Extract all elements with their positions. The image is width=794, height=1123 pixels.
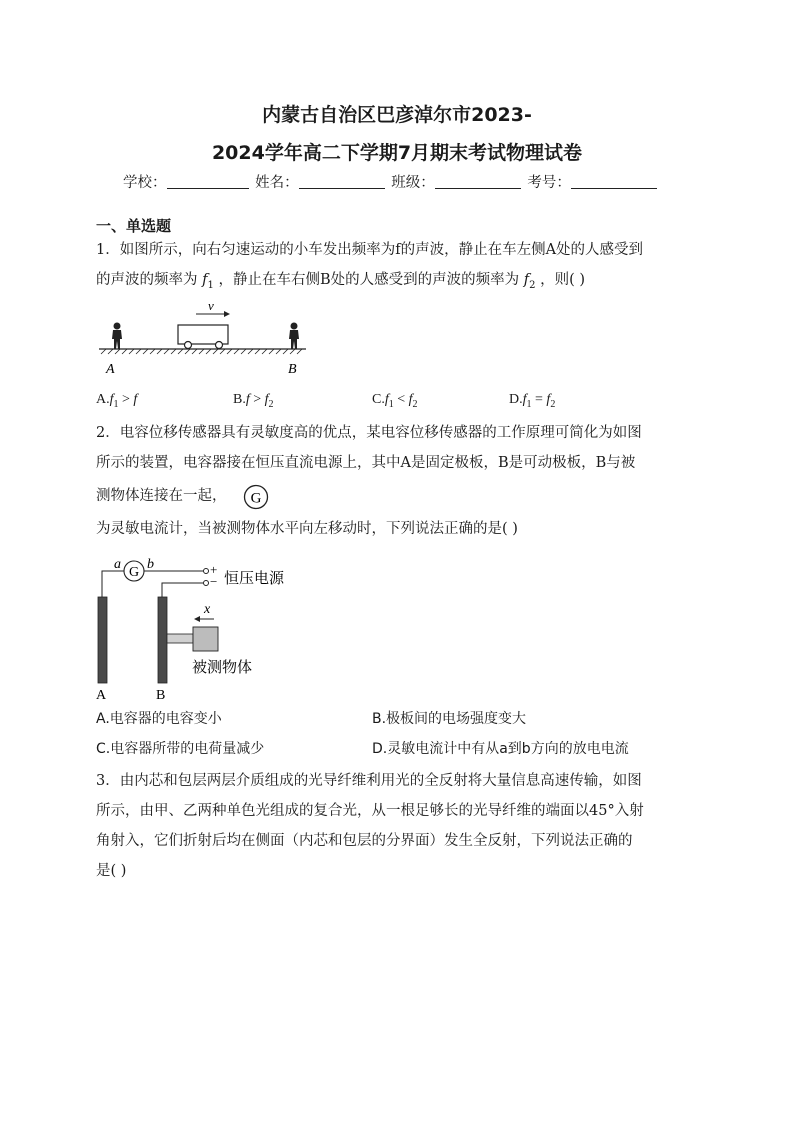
q1-option-a-f1: f: [109, 392, 114, 407]
displacement-arrowhead: [194, 616, 200, 622]
measured-object: [193, 627, 218, 651]
velocity-label: v: [208, 298, 214, 313]
q1-option-a-f: f: [133, 392, 138, 407]
q1-option-d-sub1: 1: [526, 398, 532, 410]
q1-option-b-letter: B.: [233, 392, 246, 407]
plate-b-label: B: [156, 688, 166, 703]
q1-option-d-sub2: 2: [550, 398, 556, 410]
q1-option-c-rel: <: [393, 392, 409, 407]
q1-option-d-letter: D.: [509, 392, 523, 407]
velocity-arrowhead: [224, 311, 230, 317]
q3-line2: 所示，由甲、乙两种单色光组成的复合光，从一根足够长的光导纤维的端面以45°入射: [96, 803, 644, 819]
q2-option-a[interactable]: A.电容器的电容变小: [96, 711, 222, 727]
q1-option-d-f1: f: [522, 392, 527, 407]
question-1: [96, 235, 696, 301]
measured-object-label: 被测物体: [192, 660, 253, 676]
q2-line1: 2．电容位移传感器具有灵敏度高的优点，某电容位移传感器的工作原理可简化为如图: [96, 425, 642, 441]
person-b-icon: [289, 323, 299, 350]
minus-sign: −: [210, 574, 218, 589]
q1-option-b-f: f: [245, 392, 250, 407]
q2-line3: 测物体连接在一起，: [96, 488, 227, 504]
terminal-plus[interactable]: [204, 569, 209, 574]
person-a-icon: [112, 323, 122, 350]
q1-option-a-letter: A.: [96, 392, 110, 407]
exam-title-line1: 内蒙古自治区巴彦淖尔市2023-: [262, 104, 532, 126]
q1-option-c-f1: f: [384, 392, 389, 407]
power-source-label: 恒压电源: [224, 571, 285, 587]
q1-f2-f: f: [523, 272, 530, 288]
q2-line2: 所示的装置，电容器接在恒压直流电源上，其中A是固定极板，B是可动极板，B与被: [96, 455, 636, 471]
q1-option-a-sub: 1: [113, 398, 119, 410]
section-title: 一、单选题: [96, 217, 172, 235]
galvanometer-icon: [243, 484, 269, 510]
student-info-line: [123, 171, 657, 192]
q1-option-c[interactable]: [372, 392, 418, 410]
q1-option-d-f2: f: [546, 392, 551, 407]
q1-line2-part1: 的声波的频率为: [96, 272, 198, 288]
plate-a-label: A: [96, 688, 107, 703]
label-a-small: a: [114, 557, 121, 572]
q1-option-c-letter: C.: [372, 392, 385, 407]
q3-line3: 角射入，它们折射后均在侧面（内芯和包层的分界面）发生全反射，下列说法正确的: [96, 833, 633, 849]
plate-a: [98, 597, 107, 683]
q1-f2-sub: 2: [529, 279, 536, 291]
displacement-label: x: [204, 602, 211, 617]
name-blank[interactable]: [299, 174, 385, 189]
q2-option-d[interactable]: D.灵敏电流计中有从a到b方向的放电电流: [372, 741, 629, 757]
q3-line4: 是( ): [96, 863, 127, 879]
q2-option-c[interactable]: C.电容器所带的电荷量减少: [96, 741, 265, 757]
class-label: 班级：: [391, 175, 435, 191]
q1-line2: [96, 265, 696, 301]
label-b: B: [288, 362, 297, 377]
wire-a: [102, 571, 124, 597]
wire-b: [162, 583, 203, 597]
ground-hatching: [101, 349, 302, 354]
car-wheel-right: [216, 342, 223, 349]
terminal-minus[interactable]: [204, 581, 209, 586]
galvanometer-symbol: G: [250, 490, 262, 507]
exam-title-line2: 2024学年高二下学期7月期末考试物理试卷: [211, 142, 583, 164]
car-body: [178, 325, 228, 344]
car-wheel-left: [185, 342, 192, 349]
q1-f1-sub: 1: [207, 279, 214, 291]
q3-line1: 3．由内芯和包层两层介质组成的光导纤维利用光的全反射将大量信息高速传输，如图: [96, 773, 642, 789]
connecting-rod: [167, 634, 193, 643]
plus-sign: +: [210, 562, 218, 577]
q1-option-d-rel: =: [531, 392, 547, 407]
galvanometer-g-label: G: [128, 565, 140, 580]
q1-option-c-sub1: 1: [388, 398, 394, 410]
q1-option-c-f2: f: [408, 392, 413, 407]
q1-option-b[interactable]: [233, 392, 274, 410]
q2-line4: 为灵敏电流计，当被测物体水平向左移动时，下列说法正确的是( ): [96, 521, 518, 537]
question-2: [96, 418, 696, 544]
q1-line2-part2: ，静止在车右侧B处的人感受到的声波的频率为: [218, 272, 520, 288]
name-label: 姓名：: [255, 175, 299, 191]
q1-option-b-f2: f: [264, 392, 269, 407]
class-blank[interactable]: [435, 174, 521, 189]
label-a: A: [106, 362, 115, 377]
q1-line2-part3: ，则( ): [540, 272, 586, 288]
q1-option-a[interactable]: [96, 392, 137, 410]
q1-option-c-sub2: 2: [412, 398, 418, 410]
exam-number-label: 考号：: [527, 175, 571, 191]
label-b-small: b: [147, 557, 154, 572]
plate-b: [158, 597, 167, 683]
q1-figure-car-and-observers: [96, 298, 311, 378]
q1-f1-f: f: [202, 272, 208, 288]
q2-figure-capacitor-sensor: [92, 555, 332, 703]
question-3: [96, 766, 696, 886]
q1-option-d[interactable]: [509, 392, 555, 410]
school-label: 学校：: [123, 175, 167, 191]
q2-option-b[interactable]: B.极板间的电场强度变大: [372, 711, 527, 727]
q1-option-a-rel: >: [118, 392, 134, 407]
school-blank[interactable]: [167, 174, 249, 189]
q1-option-b-sub: 2: [268, 398, 274, 410]
exam-number-blank[interactable]: [571, 174, 657, 189]
q1-line1: 1．如图所示，向右匀速运动的小车发出频率为f的声波，静止在车左侧A处的人感受到: [96, 242, 644, 258]
q1-option-b-rel: >: [249, 392, 265, 407]
